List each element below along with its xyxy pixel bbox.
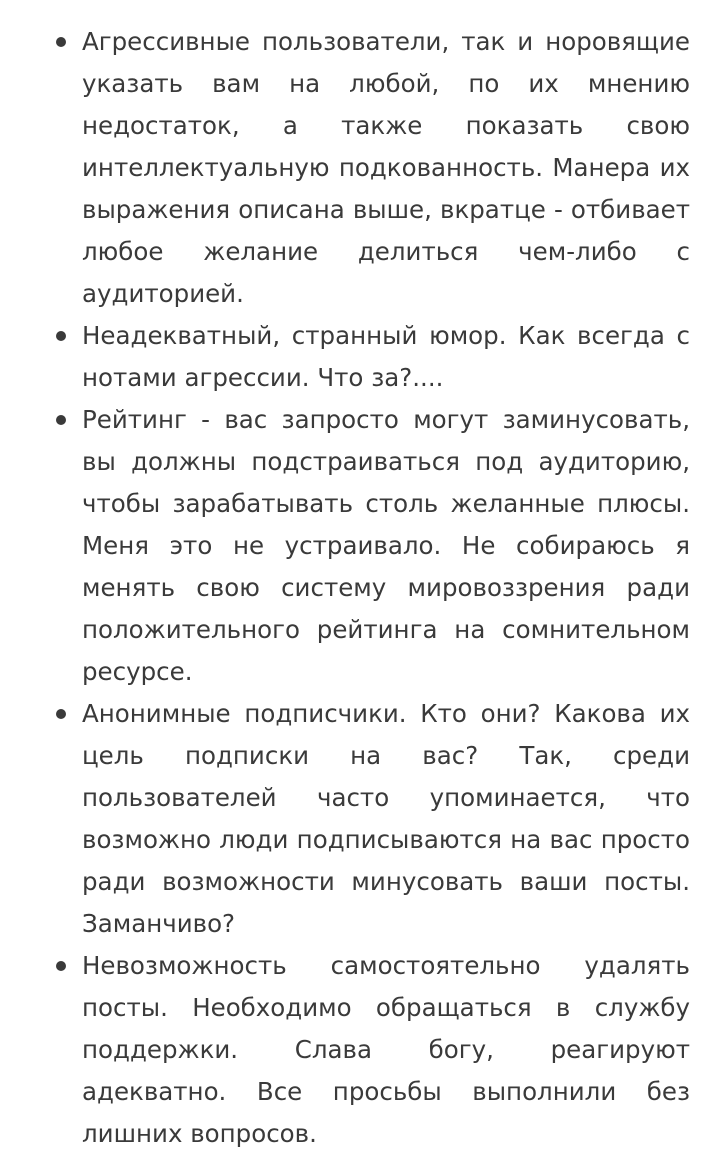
list-item-text: Невозможность самостоятельно удалять посты. Необходимо обращаться в службу поддержки. Слава богу, реагируют адекватно. Все просьбы выполнили без лишних вопросов. (82, 951, 690, 1148)
list-item (52, 315, 690, 399)
list-item (52, 21, 690, 315)
list-item-text: Неадекватный, странный юмор. Как всегда с нотами агрессии. Что за?.... (82, 321, 690, 392)
bullet-icon (56, 415, 66, 425)
list-item-text: Анонимные подписчики. Кто они? Какова их цель подписки на вас? Так, среди пользователей часто упоминается, что возможно люди подписываются на вас просто ради возможности минусовать ваши посты. Заманчиво? (82, 699, 690, 938)
list-item (52, 945, 690, 1155)
list-item-text: Рейтинг - вас запросто могут заминусовать, вы должны подстраиваться под аудиторию, чтобы зарабатывать столь желанные плюсы. Меня это не устраивало. Не собираюсь я менять свою систему мировоззрения ради положительного рейтинга на сомнительном ресурсе. (82, 405, 690, 686)
bullet-list (52, 21, 690, 1155)
bullet-icon (56, 37, 66, 47)
list-item-text: Агрессивные пользователи, так и норовящие указать вам на любой, по их мнению недостаток, а также показать свою интеллектуальную подкованность. Манера их выражения описана выше, вкратце - отбивает любое желание делиться чем-либо с аудиторией. (82, 27, 690, 308)
bullet-icon (56, 961, 66, 971)
list-item (52, 693, 690, 945)
bullet-icon (56, 709, 66, 719)
bullet-icon (56, 331, 66, 341)
list-item (52, 399, 690, 693)
